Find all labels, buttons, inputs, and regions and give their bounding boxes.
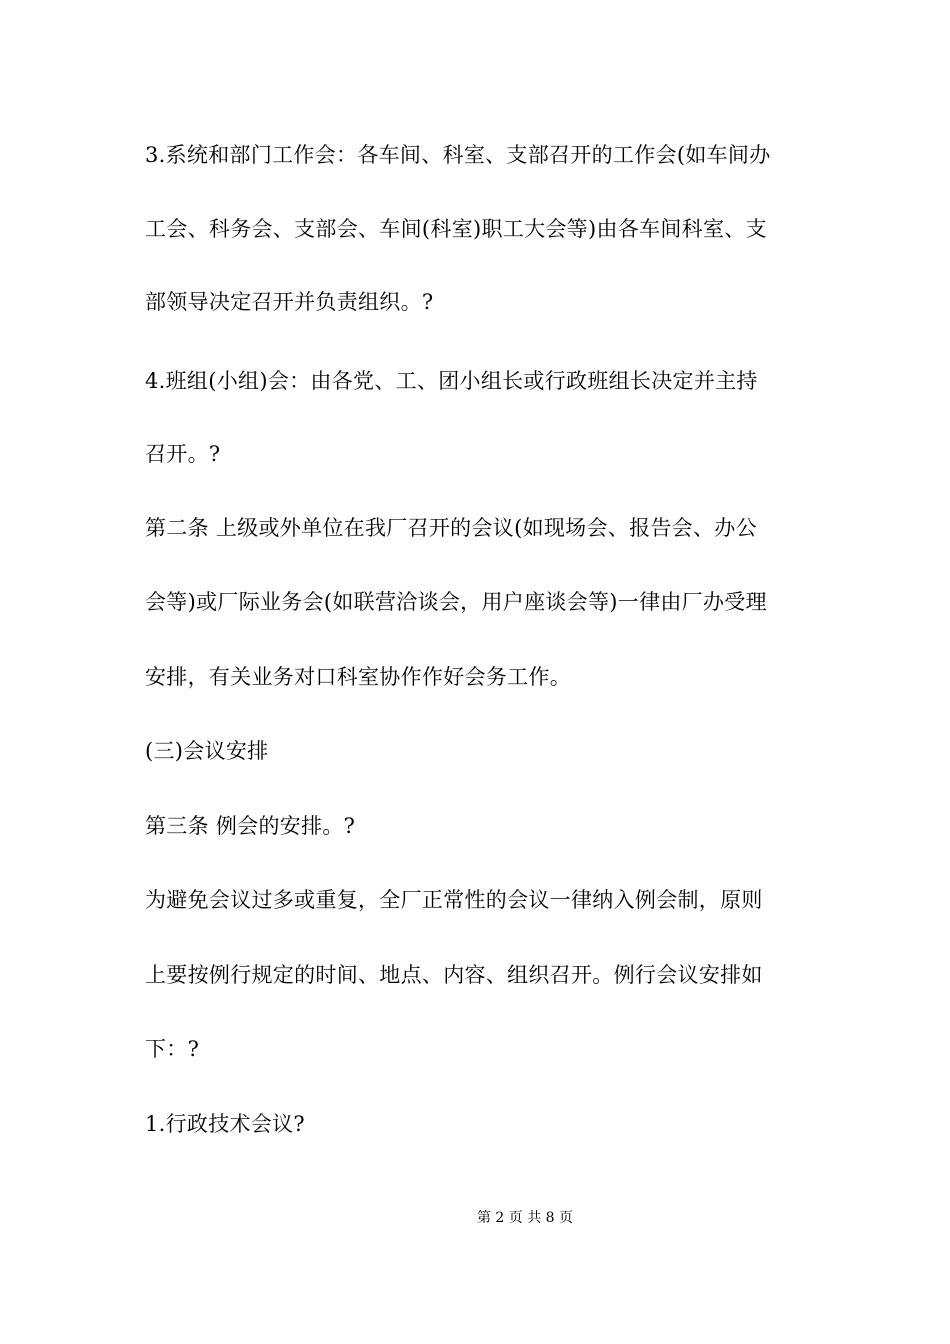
text-line: 为避免会议过多或重复，全厂正常性的会议一律纳入例会制，原则 [145,888,763,912]
text-line: 会等)或厂际业务会(如联营洽谈会，用户座谈会等)一律由厂办受理 [145,590,767,614]
article-heading: 第三条 例会的安排。? [145,814,356,838]
text-line: 召开。? [145,442,221,466]
text-line: 工会、科务会、支部会、车间(科室)职工大会等)由各车间科室、支 [145,217,767,241]
text-line: 部领导决定召开并负责组织。? [145,290,434,314]
section-heading: (三)会议安排 [145,739,269,763]
page-number-footer: 第 2 页 共 8 页 [476,1210,574,1226]
text-line: 下：? [145,1037,200,1061]
text-line: 4.班组(小组)会：由各党、工、团小组长或行政班组长决定并主持 [145,369,758,393]
text-line: 3.系统和部门工作会：各车间、科室、支部召开的工作会(如车间办 [145,143,771,167]
text-line: 第二条 上级或外单位在我厂召开的会议(如现场会、报告会、办公 [145,516,757,540]
text-line: 安排，有关业务对口科室协作作好会务工作。 [145,665,571,689]
text-line: 上要按例行规定的时间、地点、内容、组织召开。例行会议安排如 [145,963,763,987]
list-item-heading: 1.行政技术会议? [145,1112,305,1136]
